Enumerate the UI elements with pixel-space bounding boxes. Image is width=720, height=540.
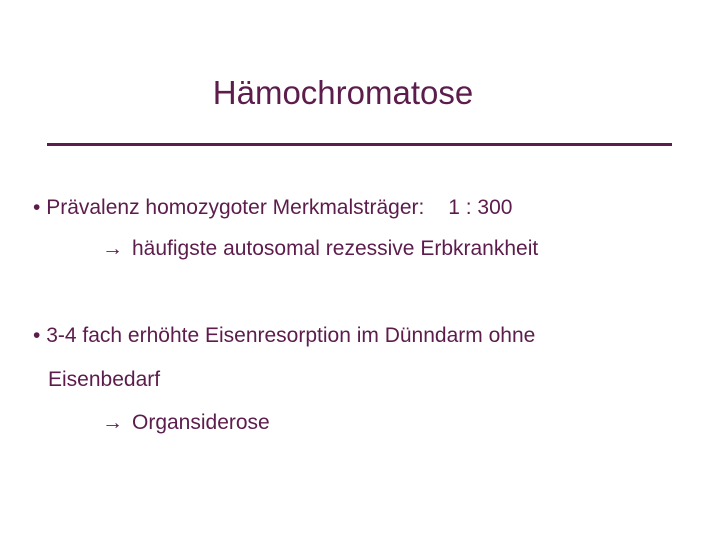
slide-title: Hämochromatose — [212, 74, 474, 111]
bullet-item-prevalence — [33, 195, 512, 221]
bullet-text: Prävalenz homozygoter Merkmalsträger: — [46, 196, 425, 219]
bullet-icon: • — [33, 196, 41, 219]
right-arrow-icon: → — [102, 411, 123, 434]
title-divider — [47, 143, 672, 146]
bullet-icon: • — [33, 324, 41, 347]
prevalence-value: 1 : 300 — [448, 196, 513, 219]
bullet-text: 3-4 fach erhöhte Eisenresorption im Dünndarm ohne — [46, 324, 536, 347]
sub-item-text: häufigste autosomal rezessive Erbkrankheit — [132, 237, 539, 260]
bullet-item-iron-absorption — [33, 323, 535, 349]
sub-item-most-common-disease — [102, 236, 538, 262]
sub-item-organsiderose — [102, 410, 270, 436]
bullet-text-continuation: Eisenbedarf — [48, 368, 161, 391]
right-arrow-icon: → — [102, 237, 123, 260]
sub-item-text: Organsiderose — [132, 411, 270, 434]
